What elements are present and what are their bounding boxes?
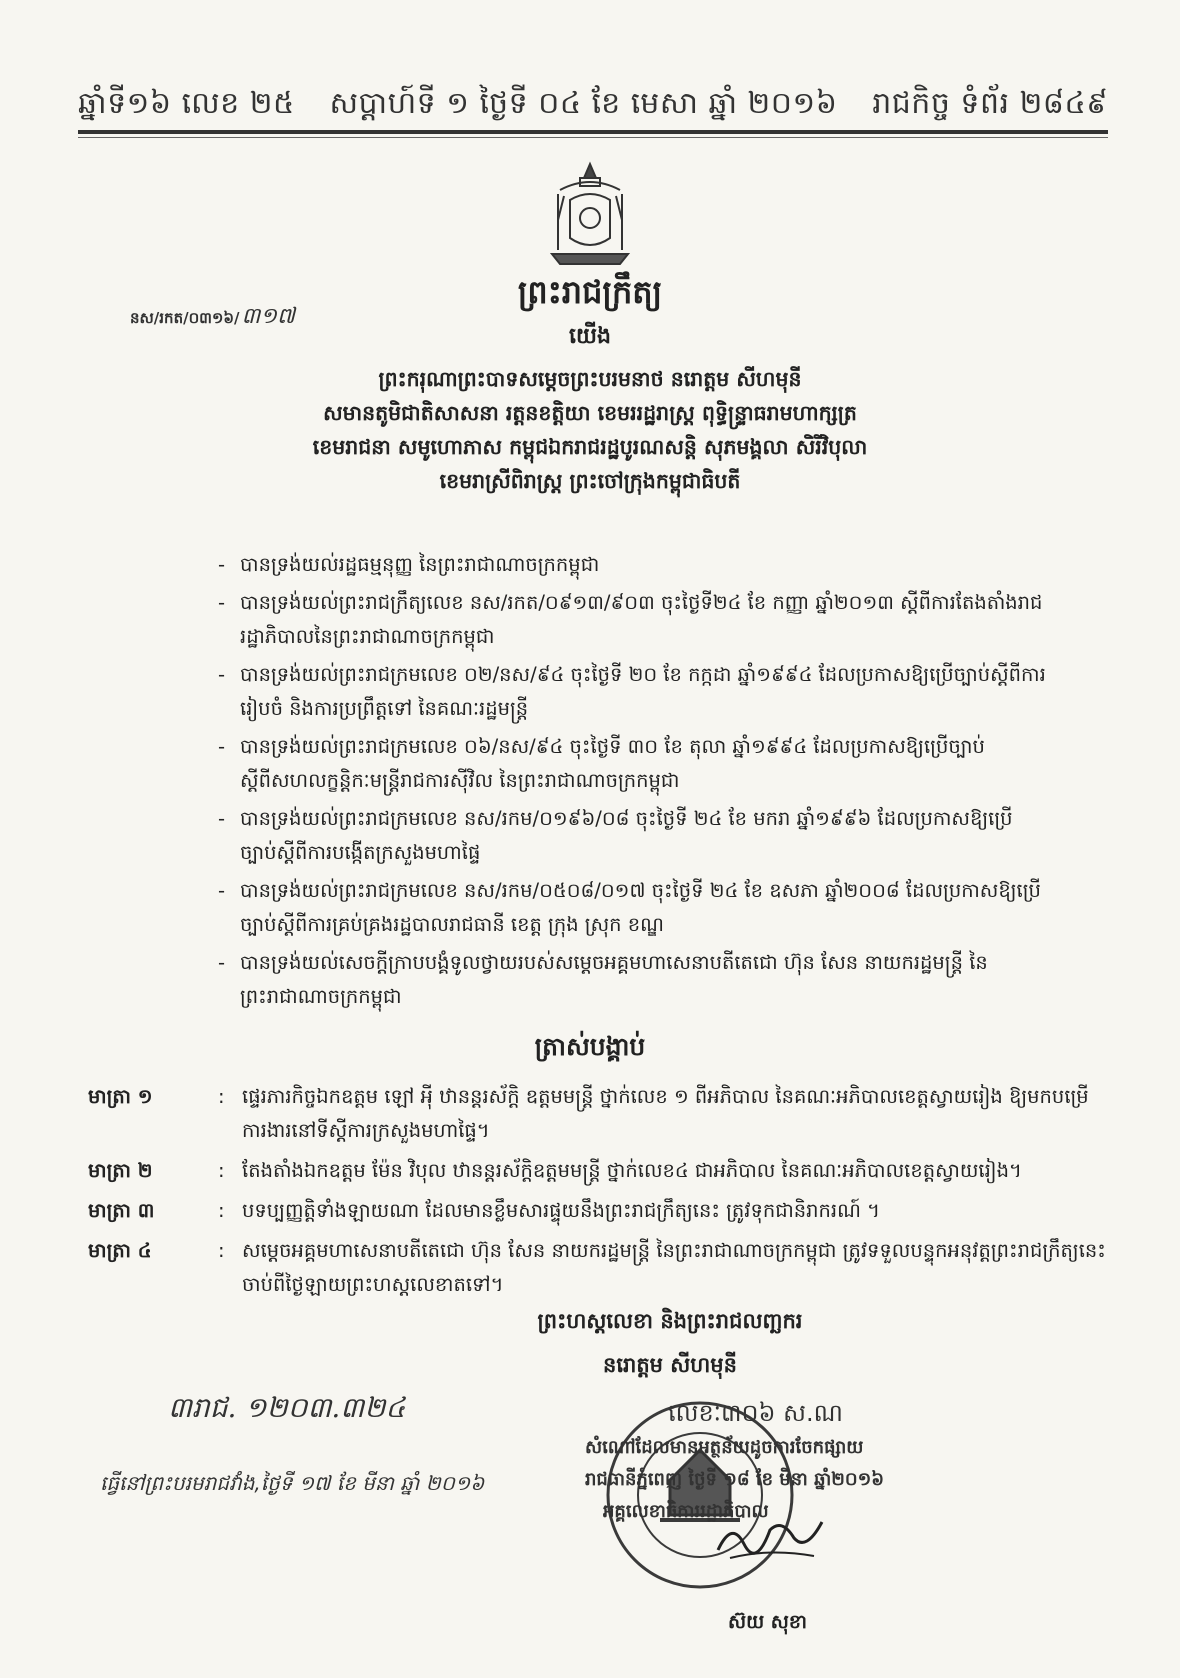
copy-number: លេខៈ៣០៦ ស.ណ — [668, 1399, 843, 1427]
visa-item: - បានទ្រង់យល់ព្រះរាជក្រមលេខ ០៦/នស/៩៤ ចុះថ្ងៃទី ៣០ ខែ តុលា ឆ្នាំ១៩៩៤ ដែលប្រកាសឱ្យប្រើច្បាប់ស្តីពីសហលក្ខន្តិកៈមន្ត្រីរាជការស៊ីវិល នៃព្រះរាជាណាចក្រកម្ពុជា — [218, 735, 985, 792]
signature-icon — [710, 1500, 830, 1570]
article-4: មាត្រា ៤ : សម្តេចអគ្គមហាសេនាបតីតេជោ ហ៊ុន សែន នាយករដ្ឋមន្ត្រី នៃព្រះរាជាណាចក្រកម្ពុជា ត្រូវទទួលបន្ទុកអនុវត្តព្រះរាជក្រឹត្យនេះ ចាប់ពីថ្ងៃឡាយព្រះហស្តលេខាតទៅ។ — [88, 1234, 1108, 1302]
header-page: រាជកិច្ច ទំព័រ ២៨៤៩ — [872, 86, 1108, 121]
signature-title: ព្រះហស្តលេខា និងព្រះរាជលញ្ឆករ — [537, 1309, 803, 1333]
preamble-line: សមានតូមិជាតិសាសនា រត្តនខត្តិយា ខេមររដ្ឋរាស្ត្រ ពុទ្ធិន្ទ្រាធរាមហាក្សត្រ — [323, 401, 857, 425]
article-label: មាត្រា ២ — [88, 1159, 153, 1182]
signature-name: នរោត្តម សីហមុនី — [603, 1353, 737, 1377]
header-rule — [78, 130, 1108, 134]
document-title: ព្រះរាជក្រឹត្យ — [517, 273, 663, 311]
visa-item: - បានទ្រង់យល់ព្រះរាជក្រមលេខ ០២/នស/៩៤ ចុះថ្ងៃទី ២០ ខែ កក្កដា ឆ្នាំ១៩៩៤ ដែលប្រកាសឱ្យប្រើច្បាប់ស្តីពីការរៀបចំ និងការប្រព្រឹត្តទៅ នៃគណៈរដ្ឋមន្ត្រី — [218, 663, 1046, 720]
copy-note-line: រាជធានីភ្នំពេញ ថ្ងៃទី ១៨ ខែ មីនា ឆ្នាំ២០១៦ — [585, 1469, 884, 1490]
article-label: មាត្រា ១ — [88, 1085, 153, 1108]
article-text: ផ្ទេរភារកិច្ចឯកឧត្តម ឡៅ អ៉ី ឋានន្តរស័ក្តិ ឧត្តមមន្ត្រី ថ្នាក់លេខ ១ ពីអភិបាល នៃគណៈអភិបាលខេត្តស្វាយរៀង ឱ្យមកបម្រើការងារនៅទីស្តីការក្រសួងមហាផ្ទៃ។ — [242, 1085, 1089, 1142]
royal-emblem-icon — [540, 160, 640, 270]
copy-note-line: អគ្គលេខាធិការរដ្ឋាភិបាល — [603, 1501, 769, 1522]
preamble-line: ខេមរាជនា សមូហោភាស កម្ពុជឯករាជរដ្ឋបូរណសន្តិ សុភមង្គលា សិរីវិបុលា — [312, 435, 868, 459]
header-year-issue: ឆ្នាំទី១៦ លេខ ២៥ — [78, 86, 295, 121]
visa-list — [218, 548, 1048, 1018]
article-text: សម្តេចអគ្គមហាសេនាបតីតេជោ ហ៊ុន សែន នាយករដ្ឋមន្ត្រី នៃព្រះរាជាណាចក្រកម្ពុជា ត្រូវទទួលបន្ទុកអនុវត្តព្រះរាជក្រឹត្យនេះ ចាប់ពីថ្ងៃឡាយព្រះហស្តលេខាតទៅ។ — [242, 1239, 1106, 1296]
article-3: មាត្រា ៣ : បទប្បញ្ញត្តិទាំងឡាយណា ដែលមានខ្លឹមសារផ្ទុយនឹងព្រះរាជក្រឹត្យនេះ ត្រូវទុកជានិរាករណ៍ ។ — [88, 1194, 1108, 1228]
article-label: មាត្រា ៣ — [88, 1199, 155, 1222]
article-list — [88, 1080, 1108, 1308]
reference-handwritten: ៣១៧ — [241, 304, 295, 329]
article-2: មាត្រា ២ : តែងតាំងឯកឧត្តម ម៉ែន វិបុល ឋានន្តរស័ក្តិឧត្តមមន្ត្រី ថ្នាក់លេខ៤ ជាអភិបាល នៃគណៈអភិបាលខេត្តស្វាយរៀង។ — [88, 1154, 1108, 1188]
place-and-date: ធ្វើនៅព្រះបរមរាជវាំង,ថ្ងៃទី ១៧ ខែ មីនា ឆ្នាំ ២០១៦ — [100, 1471, 485, 1495]
visa-item: - បានទ្រង់យល់សេចក្តីក្រាបបង្គំទូលថ្វាយរបស់សម្តេចអគ្គមហាសេនាបតីតេជោ ហ៊ុន សែន នាយករដ្ឋមន្ត្រី នៃព្រះរាជាណាចក្រកម្ពុជា — [218, 951, 988, 1008]
document-subtitle: យើង — [569, 324, 611, 349]
article-text: បទប្បញ្ញត្តិទាំងឡាយណា ដែលមានខ្លឹមសារផ្ទុយនឹងព្រះរាជក្រឹត្យនេះ ត្រូវទុកជានិរាករណ៍ ។ — [242, 1199, 880, 1222]
reference-printed: នស/រកត/០៣១៦/ — [130, 309, 240, 327]
preamble-line: ខេមរាស្រីពិរាស្ត្រ ព្រះចៅក្រុងកម្ពុជាធិបតី — [439, 469, 741, 493]
copy-note-line: សំណៅដែលមានអត្ថន័យដូចការចែកផ្សាយ — [585, 1437, 864, 1458]
signer-name: ស៊យ សុខា — [728, 1611, 807, 1633]
article-label: មាត្រា ៤ — [88, 1239, 152, 1262]
visa-item: - បានទ្រង់យល់ព្រះរាជក្រមលេខ នស/រកម/០៥០៨/០១៧ ចុះថ្ងៃទី ២៤ ខែ ឧសភា ឆ្នាំ២០០៨ ដែលប្រកាសឱ្យប្រើច្បាប់ស្តីពីការគ្រប់គ្រងរដ្ឋបាលរាជធានី ខេត្ត ក្រុង ស្រុក ខណ្ឌ — [218, 879, 1041, 936]
visa-item: - បានទ្រង់យល់ព្រះរាជក្រឹត្យលេខ នស/រកត/០៩១៣/៩០៣ ចុះថ្ងៃទី២៤ ខែ កញ្ញា ឆ្នាំ២០១៣ ស្តីពីការតែងតាំងរាជរដ្ឋាភិបាលនៃព្រះរាជាណាចក្រកម្ពុជា — [218, 591, 1043, 648]
header-rule-thin — [78, 137, 1108, 138]
handwritten-reference: ៣រាជ. ១២០៣.៣២៤ — [168, 1391, 406, 1424]
preamble — [0, 362, 1180, 498]
gazette-header — [78, 84, 1108, 128]
visa-item: - បានទ្រង់យល់រដ្ឋធម្មនុញ្ញ នៃព្រះរាជាណាចក្រកម្ពុជា — [218, 553, 600, 576]
decision-heading: ត្រាស់បង្គាប់ — [534, 1032, 646, 1061]
visa-item: - បានទ្រង់យល់ព្រះរាជក្រមលេខ នស/រកម/០១៩៦/០៨ ចុះថ្ងៃទី ២៤ ខែ មករា ឆ្នាំ១៩៩៦ ដែលប្រកាសឱ្យប្រើច្បាប់ស្តីពីការបង្កើតក្រសួងមហាផ្ទៃ — [218, 807, 1013, 864]
article-text: តែងតាំងឯកឧត្តម ម៉ែន វិបុល ឋានន្តរស័ក្តិឧត្តមមន្ត្រី ថ្នាក់លេខ៤ ជាអភិបាល នៃគណៈអភិបាលខេត្តស្វាយរៀង។ — [242, 1159, 1022, 1182]
preamble-line: ព្រះករុណាព្រះបាទសម្តេចព្រះបរមនាថ នរោត្តម សីហមុនី — [378, 367, 802, 391]
header-week-date: សប្តាហ៍ទី ១ ថ្ងៃទី ០៤ ខែ មេសា ឆ្នាំ ២០១៦ — [329, 86, 838, 121]
article-1: មាត្រា ១ : ផ្ទេរភារកិច្ចឯកឧត្តម ឡៅ អ៉ី ឋានន្តរស័ក្តិ ឧត្តមមន្ត្រី ថ្នាក់លេខ ១ ពីអភិបាល នៃគណៈអភិបាលខេត្តស្វាយរៀង ឱ្យមកបម្រើការងារនៅទីស្តីការក្រសួងមហាផ្ទៃ។ — [88, 1080, 1108, 1148]
